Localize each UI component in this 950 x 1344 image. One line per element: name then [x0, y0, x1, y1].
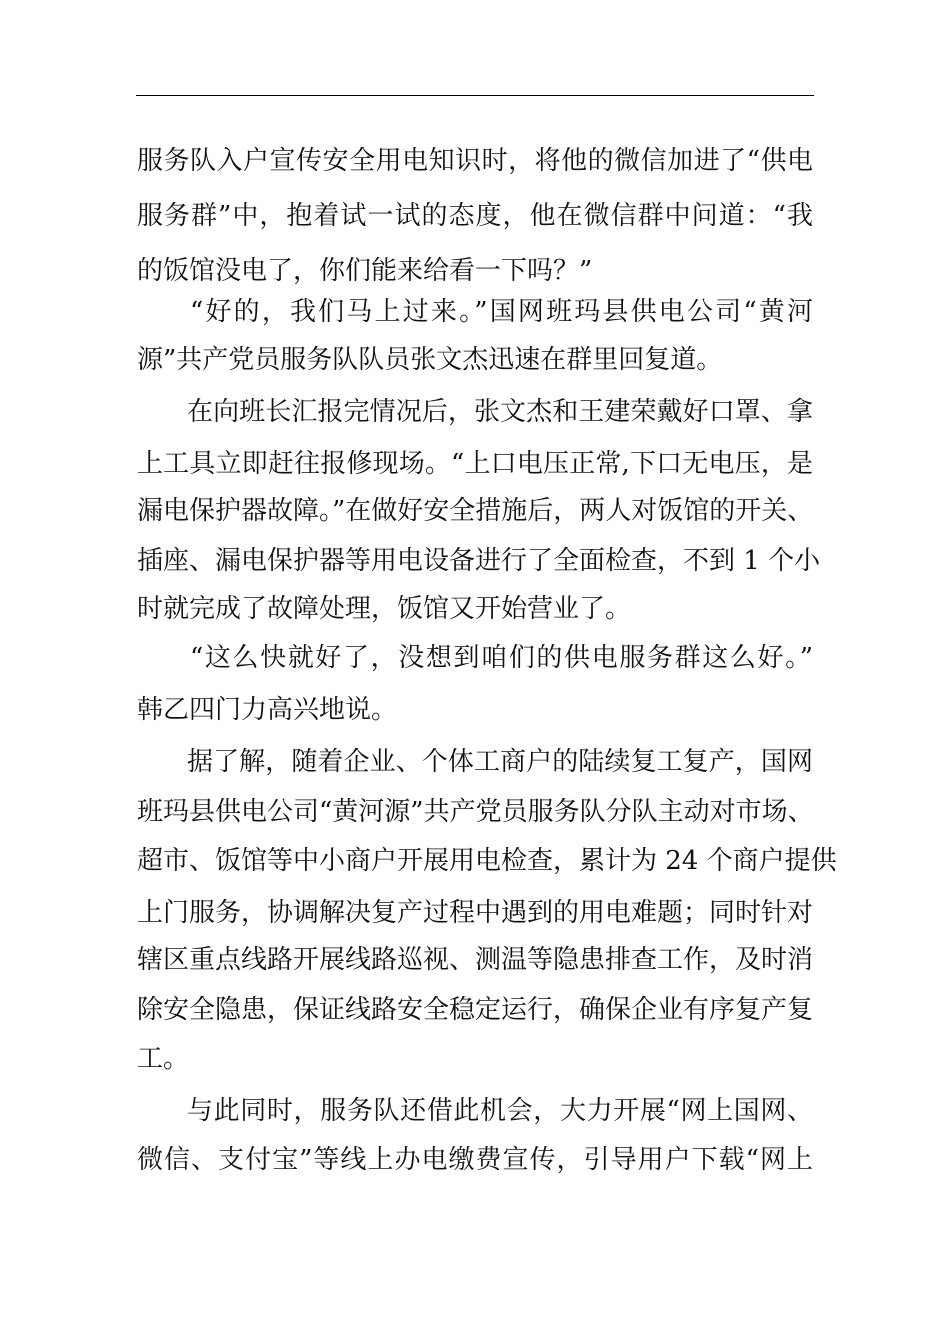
- text-line: 时就完成了故障处理，饭馆又开始营业了。: [137, 594, 632, 624]
- text-line: 与此同时，服务队还借此机会，大力开展“网上国网、: [187, 1096, 813, 1126]
- text-line: 上工具立即赶往报修现场。“上口电压正常,下口无电压，是: [137, 449, 813, 479]
- text-line: “这么快就好了，没想到咱们的供电服务群这么好。”: [190, 643, 813, 673]
- text-line: 超市、饭馆等中小商户开展用电检查，累计为 24 个商户提供: [137, 846, 837, 876]
- text-line: 服务队入户宣传安全用电知识时，将他的微信加进了“供电: [137, 146, 813, 176]
- text-line: 插座、漏电保护器等用电设备进行了全面检查，不到 1 个小: [137, 546, 821, 576]
- text-line: 漏电保护器故障。”在做好安全措施后，两人对饭馆的开关、: [137, 496, 814, 526]
- text-line: 韩乙四门力高兴地说。: [137, 695, 398, 725]
- text-line: 源”共产党员服务队队员张文杰迅速在群里回复道。: [137, 345, 723, 375]
- text-line: 工。: [137, 1044, 190, 1074]
- header-rule: [136, 95, 814, 96]
- text-line: 的饭馆没电了，你们能来给看一下吗？”: [137, 256, 593, 286]
- text-line: 除安全隐患，保证线路安全稳定运行，确保企业有序复产复: [137, 995, 814, 1025]
- text-line: “好的，我们马上过来。”国网班玛县供电公司“黄河: [190, 297, 813, 327]
- text-line: 服务群”中，抱着试一试的态度，他在微信群中问道：“我: [137, 201, 813, 231]
- text-line: 在向班长汇报完情况后，张文杰和王建荣戴好口罩、拿: [187, 397, 813, 427]
- text-line: 据了解，随着企业、个体工商户的陆续复工复产，国网: [187, 747, 813, 777]
- text-line: 上门服务，协调解决复产过程中遇到的用电难题；同时针对: [137, 898, 814, 928]
- text-line: 微信、支付宝”等线上办电缴费宣传，引导用户下载“网上: [137, 1145, 813, 1175]
- text-line: 辖区重点线路开展线路巡视、测温等隐患排查工作，及时消: [137, 945, 814, 975]
- text-line: 班玛县供电公司“黄河源”共产党员服务队分队主动对市场、: [137, 797, 814, 827]
